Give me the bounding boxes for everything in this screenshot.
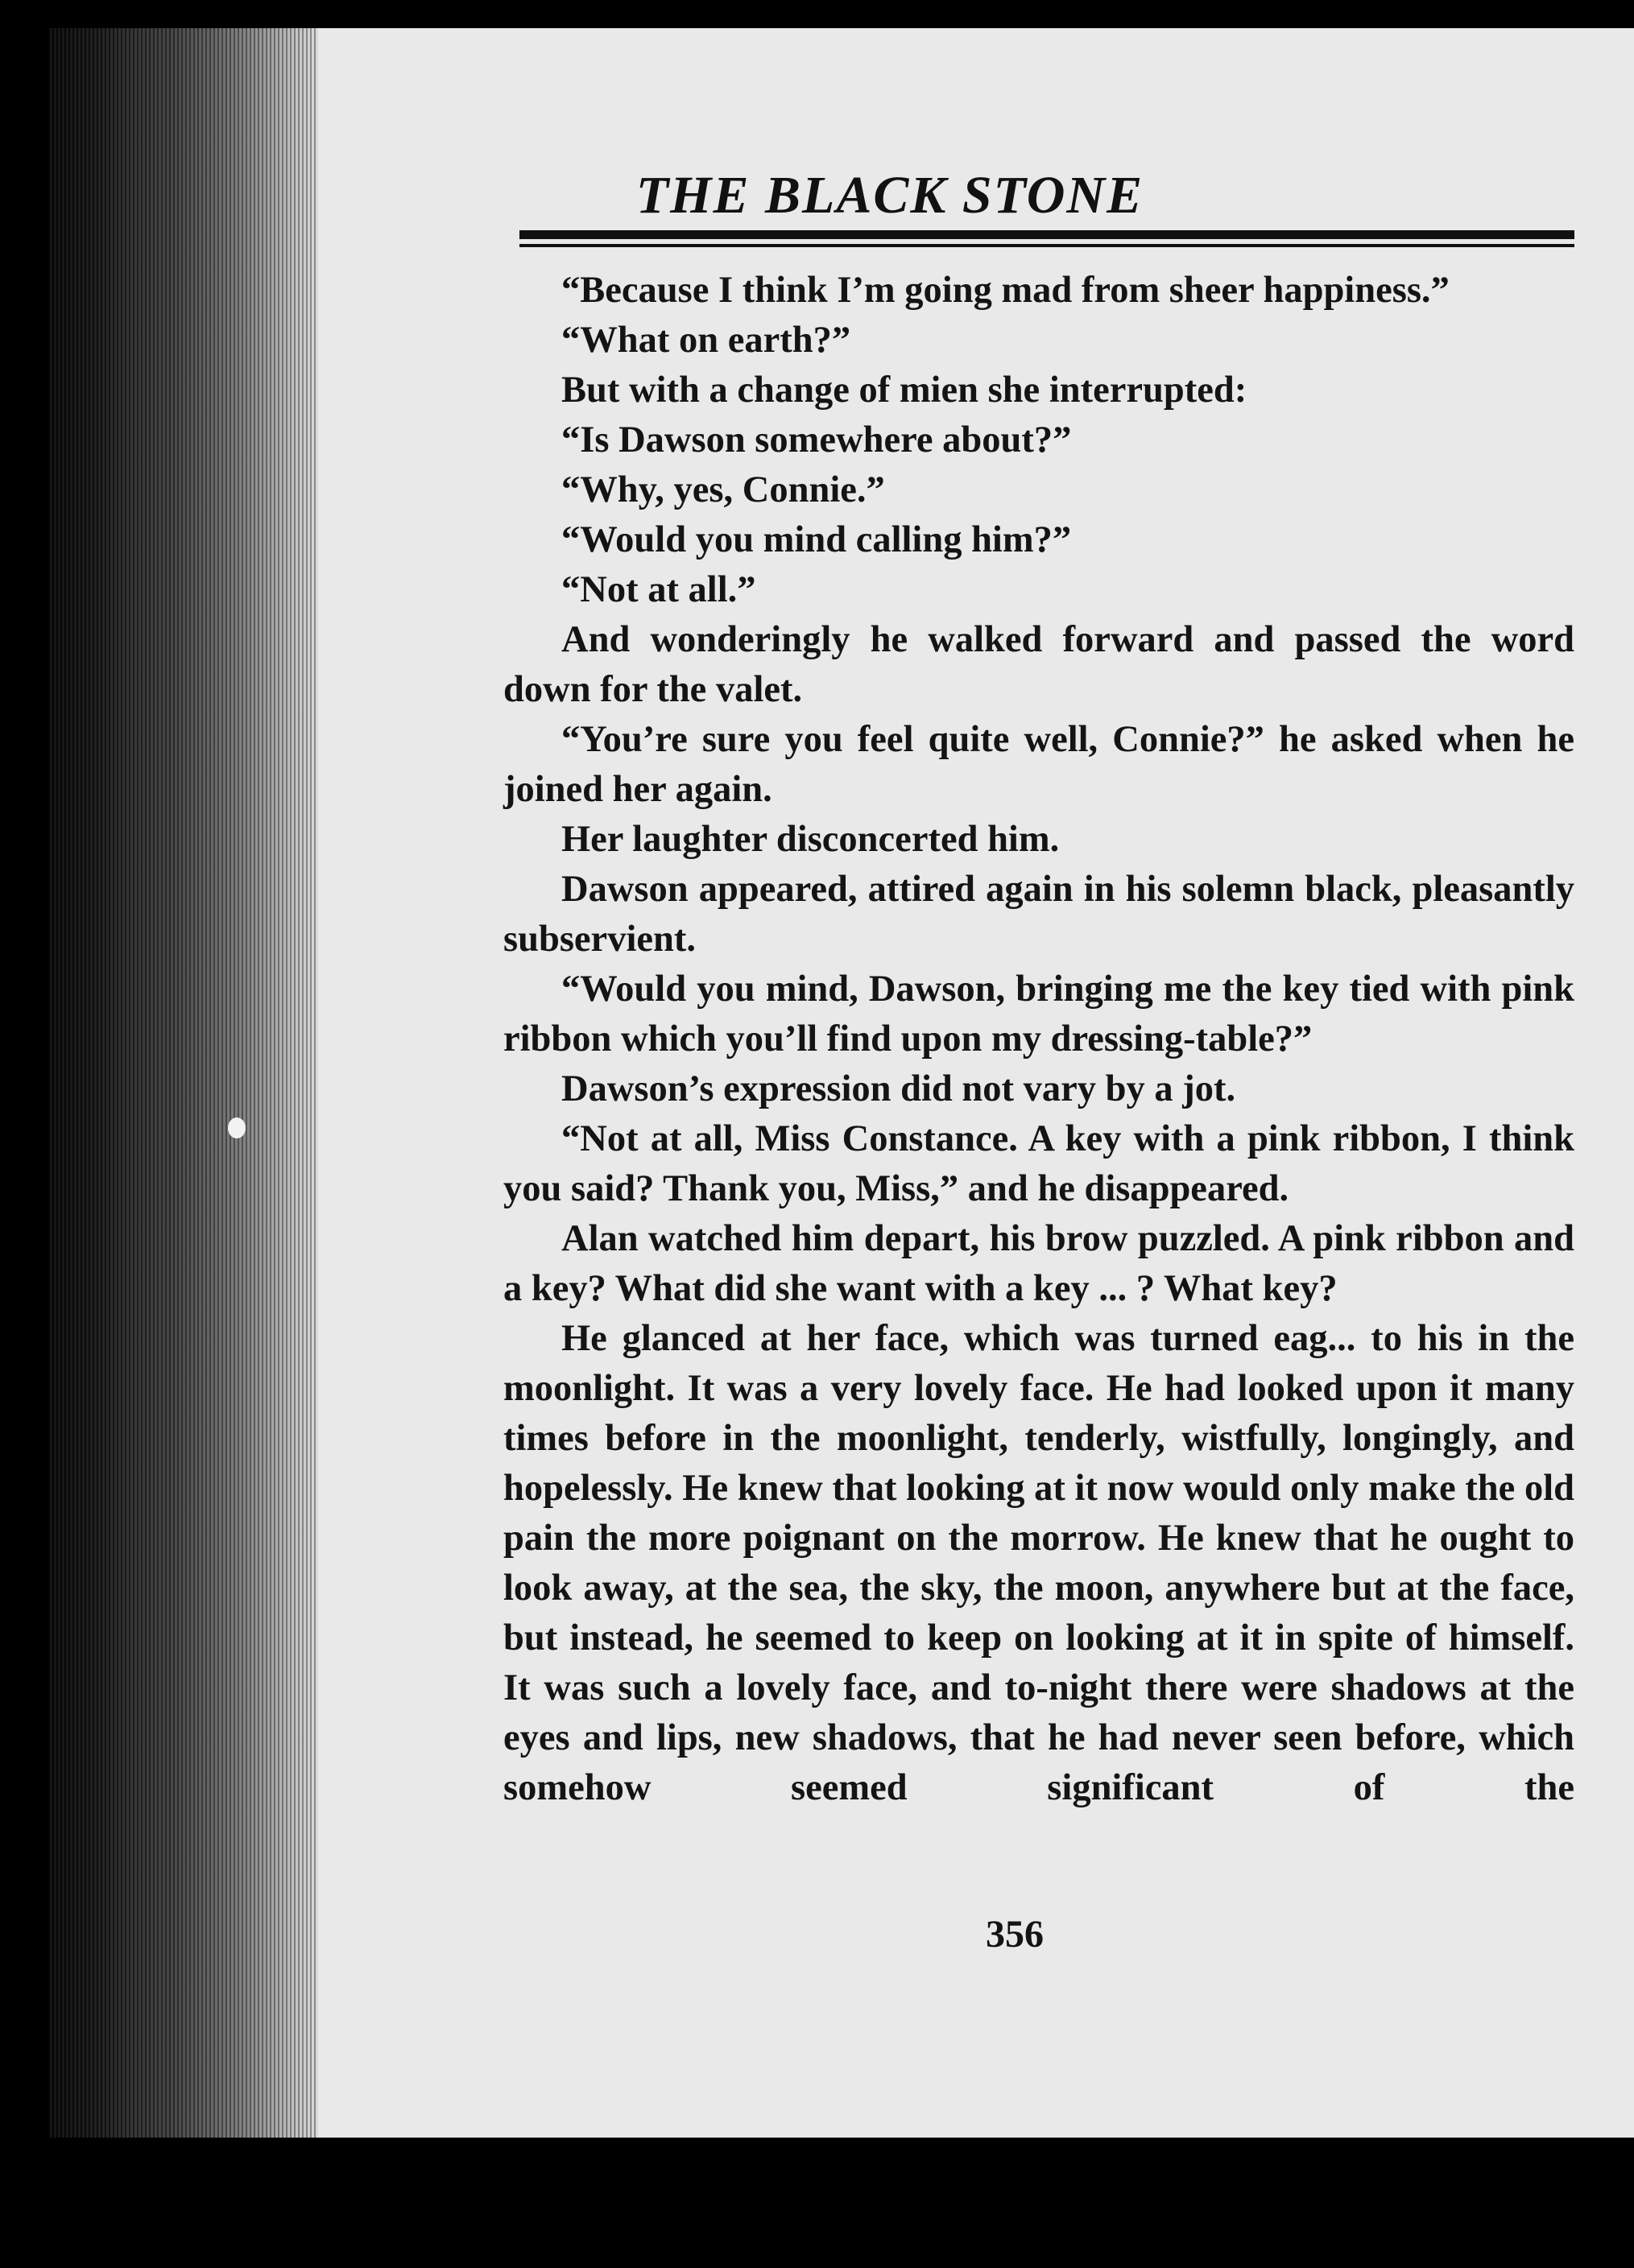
- page-number: 356: [986, 1913, 1044, 1956]
- paragraph: But with a change of mien she interrupted:: [561, 370, 1247, 411]
- header-rule-thick: [519, 230, 1574, 239]
- paragraph: “Is Dawson somewhere about?”: [561, 419, 1072, 461]
- paragraph: “Why, yes, Connie.”: [561, 469, 885, 510]
- header-rule: [519, 230, 1574, 248]
- paragraph: “Because I think I’m going mad from sheer happiness.”: [561, 270, 1450, 311]
- paragraph: “What on earth?”: [561, 320, 851, 361]
- running-head: THE BLACK STONE: [635, 166, 1144, 225]
- scan-bottom-border: [0, 2138, 1634, 2268]
- header-rule-thin: [519, 244, 1574, 247]
- scan-speck: [228, 1117, 246, 1138]
- paragraph: “Would you mind, Dawson, bringing me the key tied with pink ribbon which you’ll find upon my dressing-table?”: [503, 969, 1574, 1060]
- book-page-edges: [48, 28, 322, 2138]
- paragraph: Alan watched him depart, his brow puzzled. A pink ribbon and a key? What did she want with a key ... ? What key?: [503, 1218, 1574, 1309]
- paragraph: “Would you mind calling him?”: [561, 519, 1072, 560]
- body-text: [503, 266, 1574, 1813]
- paragraph: And wonderingly he walked forward and passed the word down for the valet.: [503, 619, 1574, 710]
- paragraph: Dawson’s expression did not vary by a jot.: [561, 1068, 1236, 1109]
- paragraph: He glanced at her face, which was turned eag... to his in the moonlight. It was a very lovely face. He had looked upon it many times before in the moonlight, tenderly, wistfully, longingly, and hopelessly. He knew that looking at it now would only make the old pain the more poignant on the morrow. He knew that he ought to look away, at the sea, the sky, the moon, anywhere but at the face, but instead, he seemed to keep on looking at it in spite of himself. It was such a lovely face, and to-night there were shadows at the eyes and lips, new shadows, that he had never seen before, which somehow seemed significant of the: [503, 1318, 1574, 1808]
- paragraph: Her laughter disconcerted him.: [561, 819, 1060, 860]
- paragraph: “Not at all, Miss Constance. A key with a pink ribbon, I think you said? Thank you, Miss,” and he disappeared.: [503, 1118, 1574, 1209]
- paragraph: “Not at all.”: [561, 569, 756, 610]
- paragraph: “You’re sure you feel quite well, Connie?” he asked when he joined her again.: [503, 719, 1574, 810]
- paragraph: Dawson appeared, attired again in his solemn black, pleasantly subservient.: [503, 869, 1574, 960]
